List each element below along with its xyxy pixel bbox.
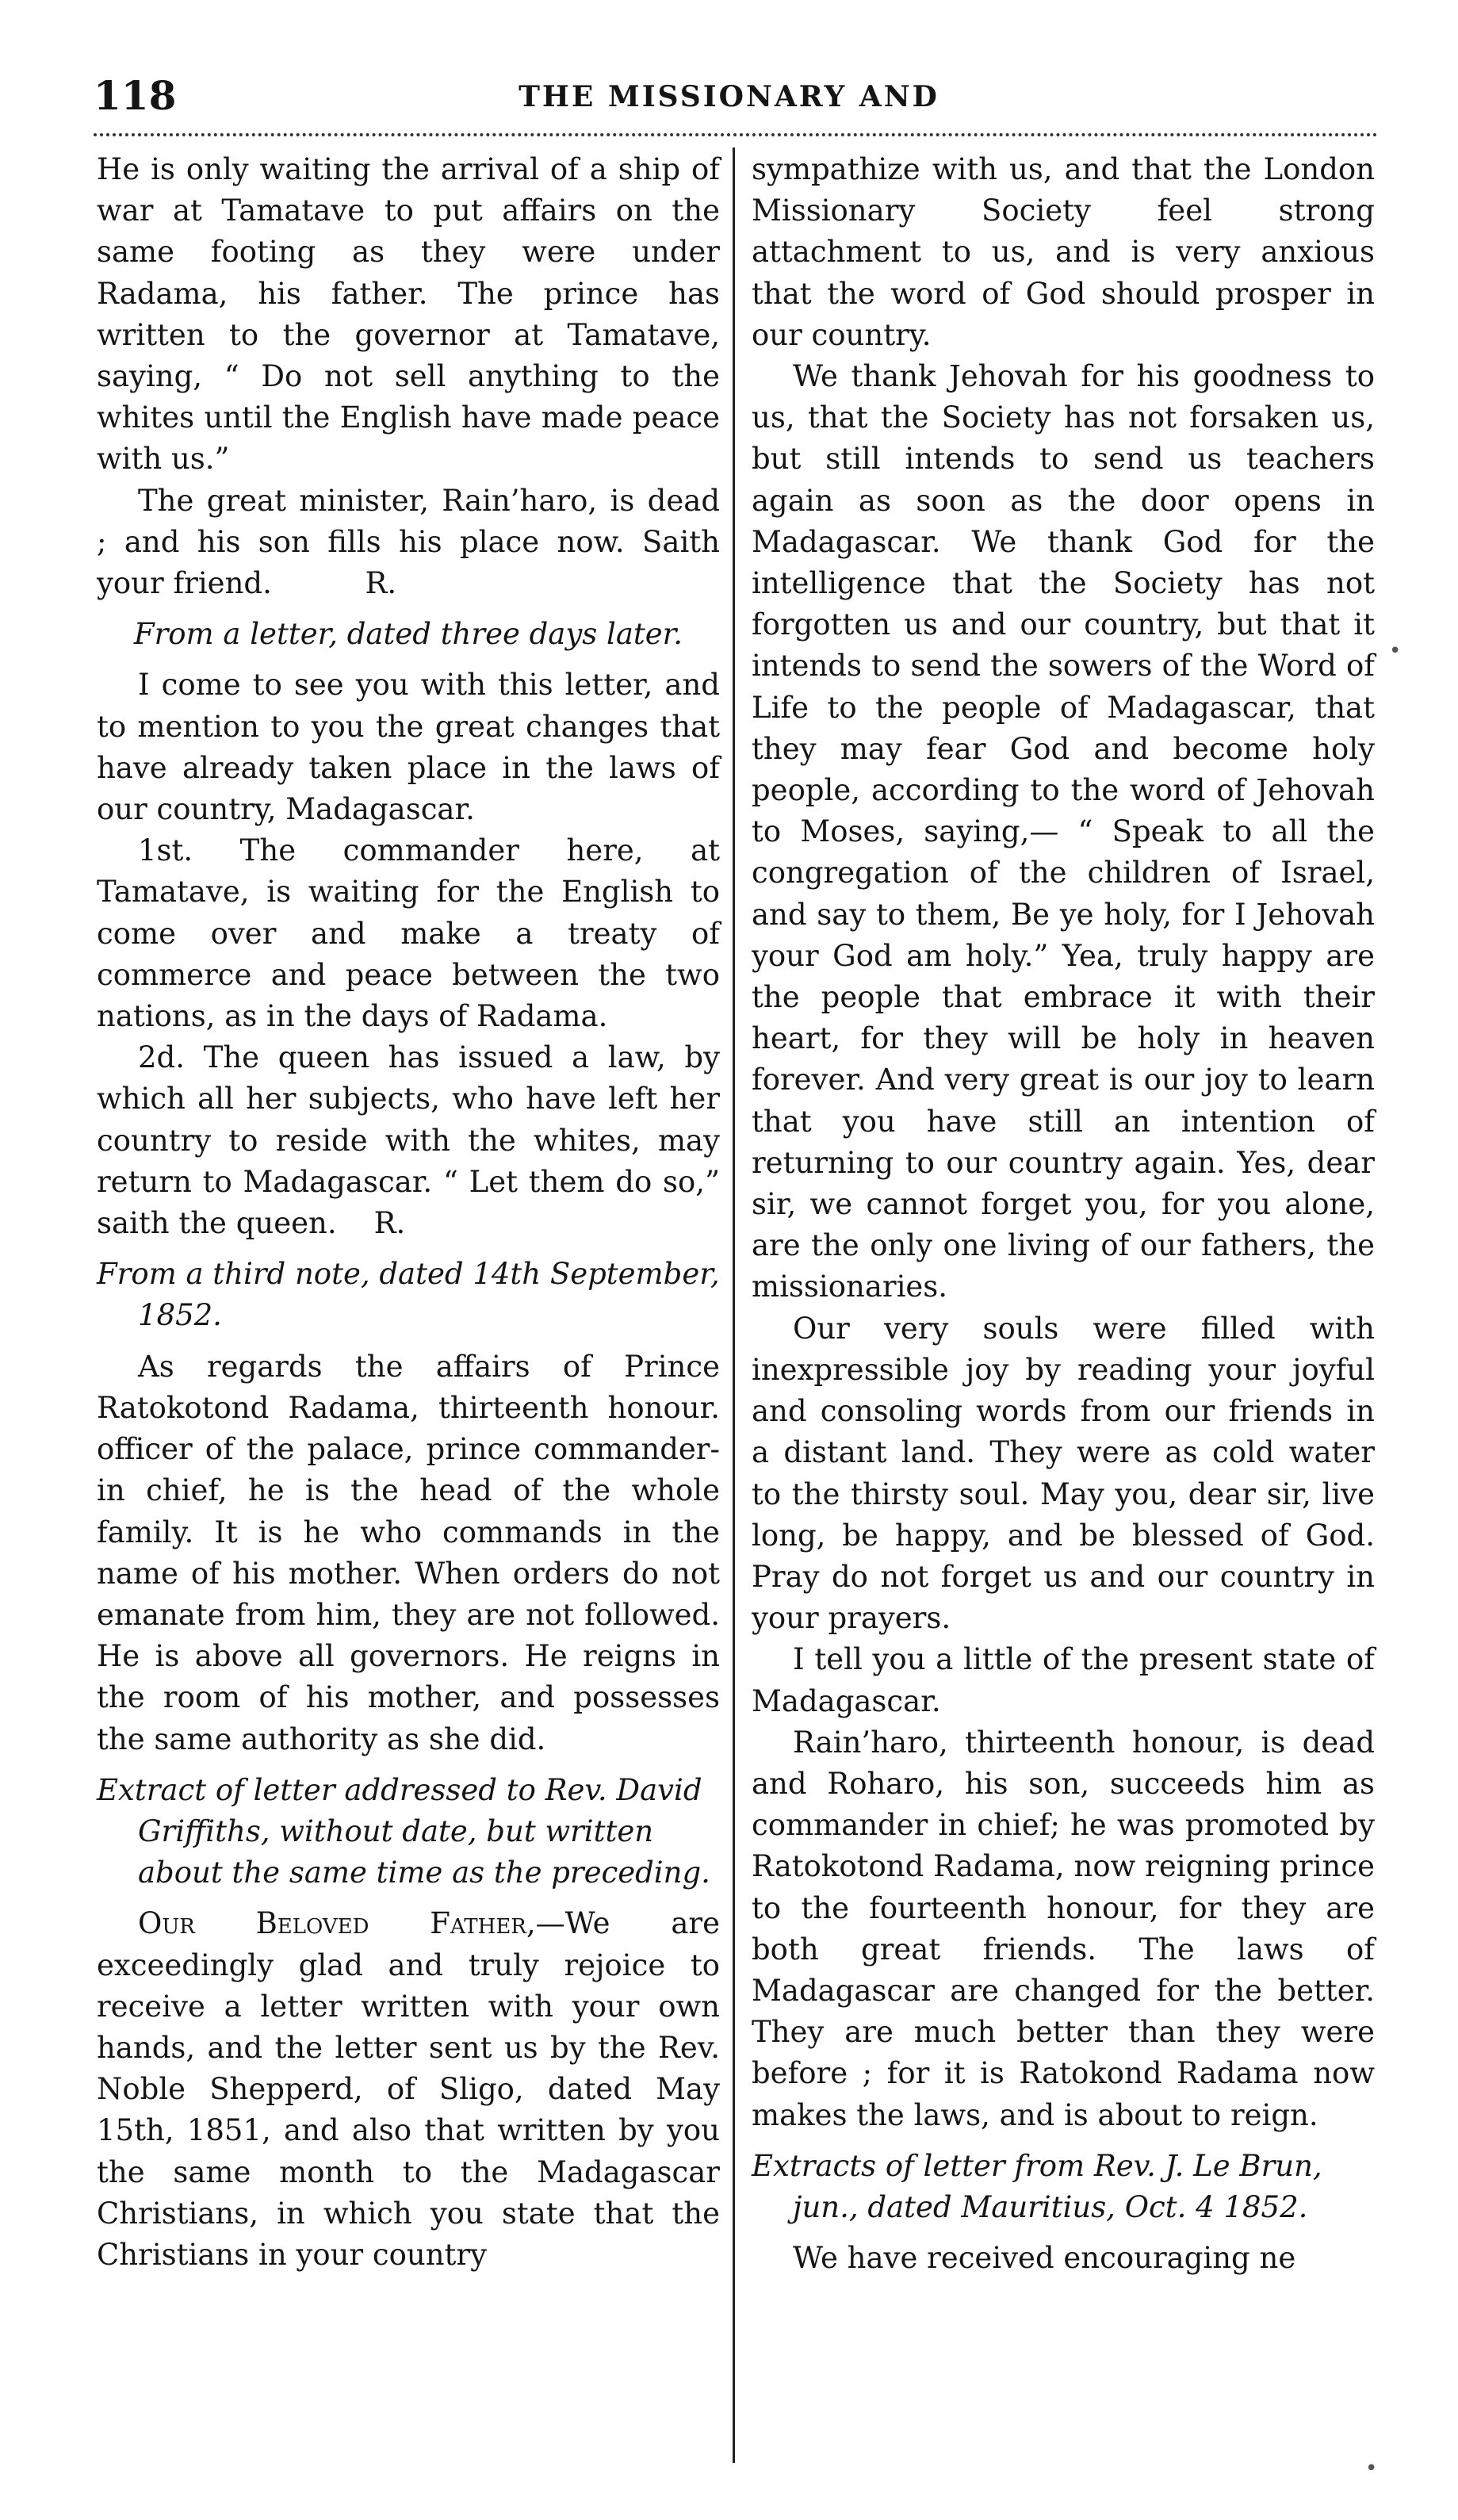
paragraph: We have received encouraging ne [793, 2241, 1296, 2276]
paragraph: I come to see you with this letter, and to mention to you the great changes that have already taken place in the laws of our country, Madagascar. [97, 668, 720, 827]
right-column [752, 149, 1375, 2279]
left-column [97, 149, 720, 2276]
margin-mark: • [1365, 2457, 1378, 2480]
header-rule [94, 133, 1378, 136]
paragraph: As regards the affairs of Prince Ratokotond Radama, thirteenth honour. officer of the palace, prince commander-in chief, he is the head of the whole family. It is he who commands in the name of his mother. When orders do not emanate from him, they are not followed. He is above all governors. He reigns in the room of his mother, and possesses the same authority as she did. [97, 1349, 720, 1756]
section-heading: Extracts of letter from Rev. J. Le Brun, jun., dated Mauritius, Oct. 4 1852. [752, 2148, 1322, 2224]
paragraph: He is only waiting the arrival of a ship of war at Tamatave to put affairs on the same footing as they were under Radama, his father. The prince has written to the governor at Tamatave, saying, “ Do not sell anything to the whites until the English have made peace with us.” [97, 152, 720, 477]
paragraph: sympathize with us, and that the London Missionary Society feel strong attachment to us, and is very anxious that the word of God should prosper in our country. [752, 152, 1375, 352]
running-title: THE MISSIONARY AND [519, 80, 939, 113]
paragraph: We thank Jehovah for his goodness to us, that the Society has not forsaken us, but still intends to send us teachers again as soon as the door opens in Madagascar. We thank God for the intelligence that the Society has not forgotten us and our country, but that it intends to send the sowers of the Word of Life to the people of Madagascar, that they may fear God and become holy people, according to the word of Jehovah to Moses, saying,— “ Speak to all the congregation of the children of Israel, and say to them, Be ye holy, for I Jehovah your God am holy.” Yea, truly happy are the people that embrace it with their heart, for they will be holy in heaven forever. And very great is our joy to learn that you have still an intention of returning to our country again. Yes, dear sir, we cannot forget you, for you alone, are the only one living of our fathers, the missionaries. [752, 359, 1375, 1304]
paragraph: The great minister, Rain’haro, is dead ; and his son fills his place now. Saith your friend. R. [97, 483, 720, 601]
page-number: 118 [94, 72, 177, 119]
section-heading: Extract of letter addressed to Rev. David Griffiths, without date, but written about the same time as the preceding. [97, 1772, 710, 1890]
paragraph: 1st. The commander here, at Tamatave, is waiting for the English to come over and make a treaty of commerce and peace between the two nations, as in the days of Radama. [97, 833, 720, 1034]
paragraph: Our very souls were filled with inexpressible joy by reading your joyful and consoling words from our friends in a distant land. They were as cold water to the thirsty soul. May you, dear sir, live long, be happy, and be blessed of God. Pray do not forget us and our country in your prayers. [752, 1311, 1375, 1636]
paragraph: Rain’haro, thirteenth honour, is dead and Roharo, his son, succeeds him as commander in chief; he was promoted by Ratokotond Radama, now reigning prince to the fourteenth honour, for they are both great friends. The laws of Madagascar are changed for the better. They are much better than they were before ; for it is Ratokond Radama now makes the laws, and is about to reign. [752, 1725, 1375, 2132]
paragraph [97, 1903, 720, 2276]
paragraph: I tell you a little of the present state of Madagascar. [752, 1642, 1375, 1718]
margin-mark: • [1389, 639, 1402, 663]
section-heading: From a third note, dated 14th September, 1852. [97, 1257, 720, 1333]
paragraph: 2d. The queen has issued a law, by which all her subjects, who have left her country to reside with the whites, may return to Madagascar. “ Let them do so,” saith the queen. R. [97, 1040, 720, 1241]
paragraph-text: —We are exceedingly glad and truly rejoice to receive a letter written with your own hands, and the letter sent us by the Rev. Noble Shepperd, of Sligo, dated May 15th, 1851, and also that written by you the same month to the Madagascar Christians, in which you state that the Christians in your country [97, 1906, 720, 2272]
salutation: Our Beloved Father, [138, 1906, 536, 1941]
section-heading: From a letter, dated three days later. [133, 617, 683, 652]
column-divider [733, 147, 735, 2463]
